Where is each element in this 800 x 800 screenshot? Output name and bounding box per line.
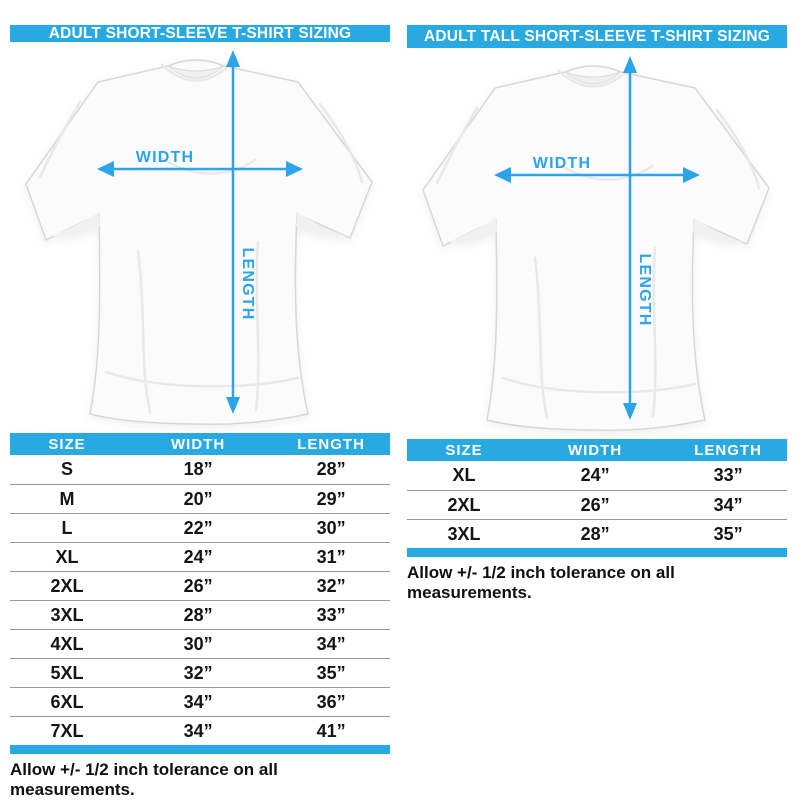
table-row: [10, 629, 390, 658]
cell-size: 2XL: [50, 575, 84, 596]
length-label: LENGTH: [636, 253, 653, 327]
cell-size: M: [59, 488, 75, 509]
cell-size: XL: [55, 546, 79, 567]
table-body: [407, 461, 787, 548]
cell-length: 31”: [316, 546, 346, 567]
cell-size: 3XL: [447, 523, 481, 544]
header-size: SIZE: [445, 441, 483, 459]
tshirt-silhouette: [26, 60, 372, 424]
cell-width: 28”: [580, 523, 610, 544]
size-table: [407, 439, 787, 557]
cell-length: 33”: [316, 604, 346, 625]
cell-width: 20”: [183, 488, 213, 509]
cell-size: XL: [452, 465, 476, 485]
cell-length: 28”: [316, 459, 346, 479]
cell-width: 28”: [183, 604, 213, 625]
width-label: WIDTH: [532, 155, 592, 172]
cell-width: 30”: [183, 633, 213, 654]
cell-size: 2XL: [447, 494, 481, 515]
length-label: LENGTH: [239, 247, 256, 321]
tshirt-diagram: [10, 42, 390, 433]
table-body: [10, 455, 390, 745]
cell-size: 7XL: [50, 720, 84, 741]
panel-adult-tall: [407, 25, 787, 800]
table-row: [10, 600, 390, 629]
panel-title-banner: [407, 25, 787, 48]
cell-length: 41”: [316, 720, 346, 741]
length-arrowhead-top: [623, 56, 637, 73]
cell-size: 5XL: [50, 662, 84, 683]
tshirt-silhouette: [423, 66, 769, 430]
length-arrowhead-top: [226, 50, 240, 67]
cell-width: 26”: [580, 494, 610, 515]
cell-width: 18”: [183, 459, 213, 479]
tolerance-note: Allow +/- 1/2 inch tolerance on all measurements.: [10, 760, 278, 799]
cell-length: 32”: [316, 575, 346, 596]
cell-length: 36”: [316, 691, 346, 712]
cell-width: 34”: [183, 691, 213, 712]
table-row: [10, 658, 390, 687]
cell-width: 34”: [183, 720, 213, 741]
cell-width: 32”: [183, 662, 213, 683]
table-row: [10, 484, 390, 513]
cell-size: 6XL: [50, 691, 84, 712]
table-row: [407, 490, 787, 519]
table-bottom-bar: [407, 548, 787, 557]
table-row: [407, 519, 787, 548]
tolerance-note: Allow +/- 1/2 inch tolerance on all measurements.: [407, 563, 675, 602]
header-length: LENGTH: [694, 441, 762, 459]
cell-width: 26”: [183, 575, 213, 596]
cell-length: 34”: [713, 494, 743, 515]
tshirt-image: [407, 48, 787, 439]
tshirt-diagram: [407, 48, 787, 439]
header-width: WIDTH: [568, 441, 623, 459]
cell-size: 4XL: [50, 633, 84, 654]
cell-length: 35”: [316, 662, 346, 683]
table-row: [10, 513, 390, 542]
cell-length: 35”: [713, 523, 743, 544]
cell-length: 29”: [316, 488, 346, 509]
header-width: WIDTH: [171, 435, 226, 453]
table-row: [407, 461, 787, 490]
cell-length: 34”: [316, 633, 346, 654]
cell-size: L: [61, 517, 73, 538]
cell-length: 33”: [713, 465, 743, 485]
cell-length: 30”: [316, 517, 346, 538]
table-row: [10, 542, 390, 571]
table-row: [10, 455, 390, 484]
cell-width: 24”: [580, 465, 610, 485]
width-label: WIDTH: [135, 149, 195, 166]
size-table: [10, 433, 390, 754]
table-row: [10, 716, 390, 745]
table-bottom-bar: [10, 745, 390, 754]
table-header-row: [407, 439, 787, 461]
cell-size: 3XL: [50, 604, 84, 625]
cell-width: 24”: [183, 546, 213, 567]
table-header-row: [10, 433, 390, 455]
table-row: [10, 687, 390, 716]
panel-title: ADULT TALL SHORT-SLEEVE T-SHIRT SIZING: [423, 27, 771, 45]
panel-title: ADULT SHORT-SLEEVE T-SHIRT SIZING: [48, 25, 352, 42]
cell-size: S: [60, 459, 73, 479]
header-size: SIZE: [48, 435, 86, 453]
tshirt-image: [10, 42, 390, 433]
panel-title-banner: [10, 25, 390, 42]
header-length: LENGTH: [297, 435, 365, 453]
panel-adult-regular: [10, 25, 390, 800]
table-row: [10, 571, 390, 600]
cell-width: 22”: [183, 517, 213, 538]
